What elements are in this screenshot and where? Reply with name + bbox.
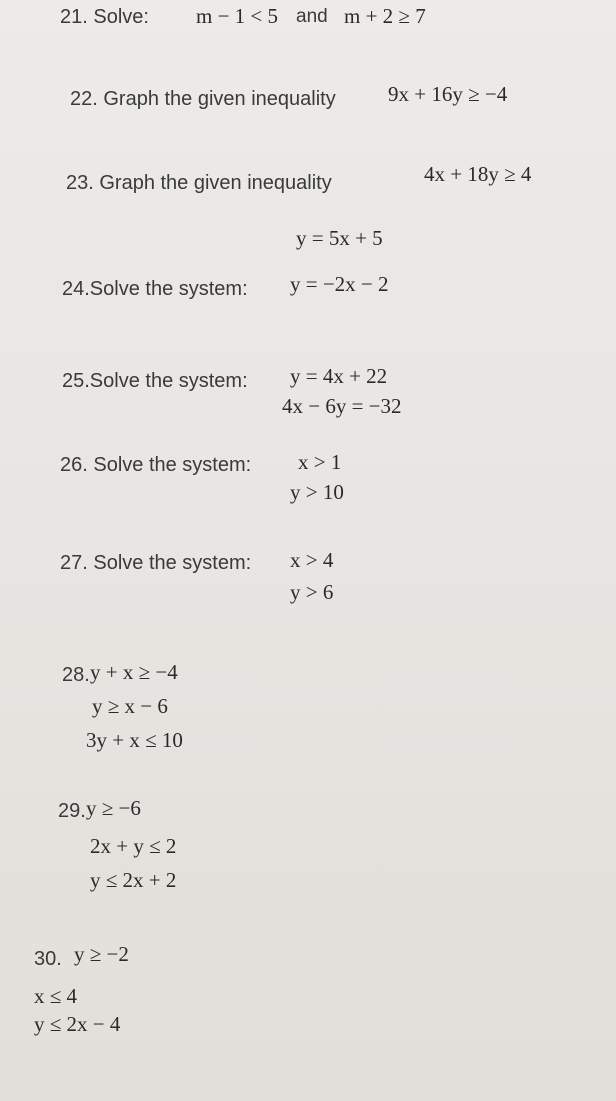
problem-21-expr-2: m + 2 ≥ 7 xyxy=(344,4,426,28)
problem-24-label: 24.Solve the system: xyxy=(62,278,248,300)
problem-30-ineq-2: x ≤ 4 xyxy=(34,984,78,1008)
problem-23-expr: 4x + 18y ≥ 4 xyxy=(424,162,532,186)
problem-30-label: 30. xyxy=(34,948,62,970)
problem-22-expr: 9x + 16y ≥ −4 xyxy=(388,82,508,106)
problem-25-label: 25.Solve the system: xyxy=(62,370,248,392)
problem-21-label: 21. Solve: xyxy=(60,6,149,28)
problem-27-label: 27. Solve the system: xyxy=(60,552,252,574)
problem-28-ineq-1: y + x ≥ −4 xyxy=(90,660,178,684)
problem-29-label: 29. xyxy=(58,800,86,822)
problem-26-ineq-1: x > 1 xyxy=(298,450,342,474)
problem-22-label: 22. Graph the given inequality xyxy=(70,88,336,110)
problem-25-eq-1: y = 4x + 22 xyxy=(290,364,388,388)
problem-24-eq-2: y = −2x − 2 xyxy=(290,272,389,296)
problem-28-ineq-3: 3y + x ≤ 10 xyxy=(86,728,183,752)
problem-25-eq-2: 4x − 6y = −32 xyxy=(282,394,402,418)
problem-30-ineq-3: y ≤ 2x − 4 xyxy=(34,1012,121,1036)
problem-28-label: 28. xyxy=(62,664,90,686)
problem-27-ineq-2: y > 6 xyxy=(290,580,334,604)
problem-29-ineq-2: 2x + y ≤ 2 xyxy=(90,834,177,858)
problem-27-ineq-1: x > 4 xyxy=(290,548,334,572)
problem-26-label: 26. Solve the system: xyxy=(60,454,252,476)
problem-30-ineq-1: y ≥ −2 xyxy=(74,942,129,966)
problem-21-and: and xyxy=(296,6,328,27)
problem-29-ineq-1: y ≥ −6 xyxy=(86,796,141,820)
problem-21-expr-1: m − 1 < 5 xyxy=(196,4,279,28)
problem-23-label: 23. Graph the given inequality xyxy=(66,172,332,194)
problem-29-ineq-3: y ≤ 2x + 2 xyxy=(90,868,177,892)
problem-26-ineq-2: y > 10 xyxy=(290,480,344,504)
problem-28-ineq-2: y ≥ x − 6 xyxy=(92,694,168,718)
problem-24-eq-1: y = 5x + 5 xyxy=(296,226,383,250)
